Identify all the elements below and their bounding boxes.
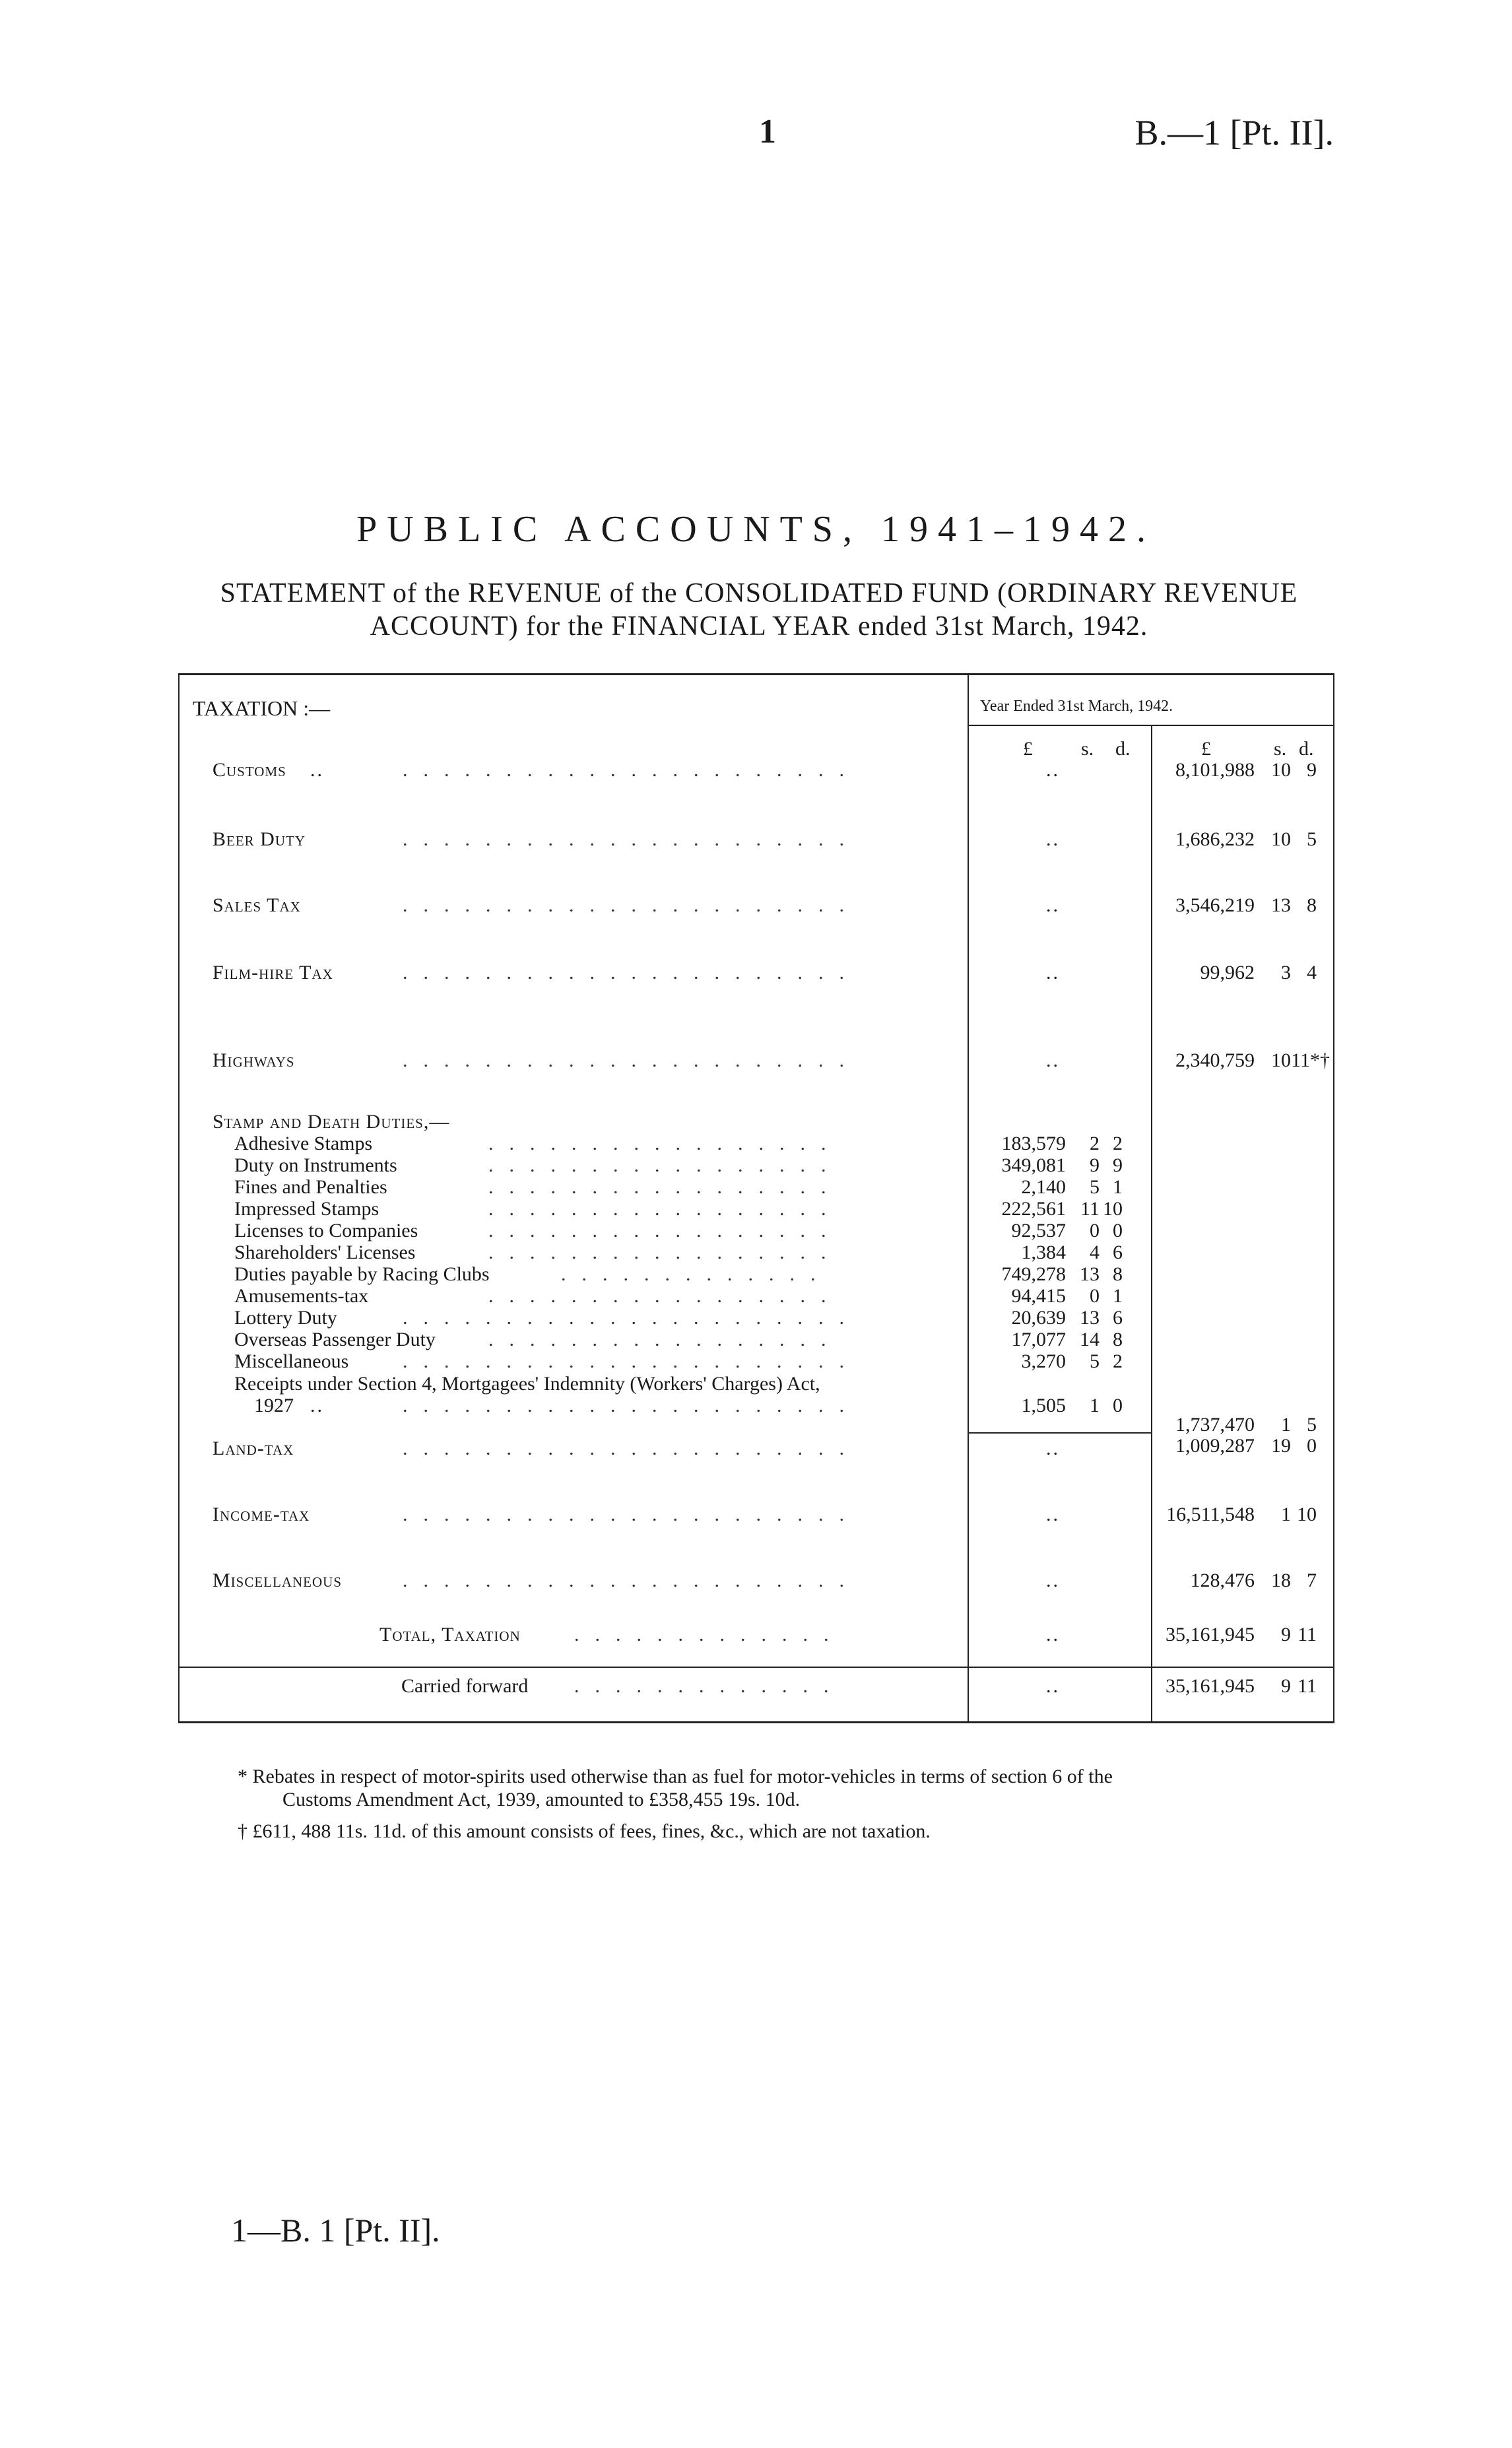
stamp-pounds: 92,537 [1011, 1220, 1066, 1241]
amount-pounds: 16,511,548 [1166, 1504, 1255, 1525]
stamp-shillings: 13 [1080, 1263, 1100, 1285]
inner-empty-dots: .. [1046, 894, 1060, 916]
stamp-pence: 6 [1113, 1307, 1123, 1329]
stamp-shillings: 14 [1080, 1329, 1100, 1350]
bottom-reference: 1—B. 1 [Pt. II]. [231, 2212, 440, 2249]
carried-pounds: 35,161,945 [1166, 1675, 1255, 1697]
stamp-shillings: 2 [1090, 1133, 1100, 1154]
stamp-pence: 2 [1113, 1133, 1123, 1154]
stamp-label: Duty on Instruments [234, 1154, 397, 1176]
amount-pounds: 2,340,759 [1175, 1049, 1255, 1071]
row-label: Film-hire Tax [213, 962, 333, 983]
page-number: 1 [759, 113, 776, 150]
stamp-label: Miscellaneous [234, 1350, 349, 1372]
outer-pound-header: £ [1201, 738, 1211, 760]
amount-pence: 5 [1307, 828, 1317, 850]
inner-empty-dots: .. [1046, 1438, 1060, 1459]
inner-empty-dots: .. [1046, 1624, 1060, 1645]
inner-empty-dots: .. [1046, 962, 1060, 983]
statement-heading-line1: STATEMENT of the REVENUE of the CONSOLIDATED FUND (ORDINARY REVENUE [220, 578, 1298, 609]
amount-pence: 10 [1297, 1504, 1317, 1525]
stamp-pence: 6 [1113, 1241, 1123, 1263]
stamp-shillings: 1 [1090, 1395, 1100, 1416]
outer-pence-header: d. [1299, 738, 1314, 760]
column-divider-main [968, 673, 969, 1723]
inner-pound-header: £ [1023, 738, 1033, 760]
stamp-label: Duties payable by Racing Clubs [234, 1263, 490, 1285]
stamp-label: Amusements-tax [234, 1285, 369, 1307]
amount-pounds: 1,009,287 [1175, 1435, 1255, 1457]
leader-dots: .. [310, 759, 324, 781]
total-pence: 11 [1298, 1624, 1317, 1645]
inner-empty-dots: .. [1046, 1504, 1060, 1525]
inner-shillings-header: s. [1081, 738, 1094, 760]
amount-shillings: 1 [1281, 1504, 1291, 1525]
leader-dots: ...................... [403, 1049, 860, 1071]
leader-dots: ...................... [403, 1307, 860, 1329]
amount-pence: 11*† [1291, 1049, 1330, 1071]
amount-pence: 0 [1307, 1435, 1317, 1457]
table-top-rule [178, 673, 1334, 675]
amount-pounds: 8,101,988 [1175, 759, 1255, 781]
stamp-shillings: 0 [1090, 1220, 1100, 1241]
amount-pounds: 3,546,219 [1175, 894, 1255, 916]
amount-shillings: 13 [1271, 894, 1291, 916]
leader-dots: ...................... [403, 894, 860, 916]
leader-dots: ................. [488, 1133, 842, 1154]
inner-empty-dots: .. [1046, 828, 1060, 850]
carried-pence: 11 [1298, 1675, 1317, 1697]
footnote-star-line1: * Rebates in respect of motor-spirits used otherwise than as fuel for motor-vehicles in terms of section 6 of the [238, 1766, 1113, 1787]
row-label: Beer Duty [213, 828, 306, 850]
outer-shillings-header: s. [1274, 738, 1287, 760]
footnote-star-line2: Customs Amendment Act, 1939, amounted to £358,455 19s. 10d. [282, 1789, 801, 1810]
carried-forward-label: Carried forward [401, 1675, 529, 1697]
stamp-pounds: 94,415 [1011, 1285, 1066, 1307]
footnote-dagger: † £611, 488 11s. 11d. of this amount consists of fees, fines, &c., which are not taxation. [238, 1820, 931, 1842]
amount-shillings: 3 [1281, 962, 1291, 983]
leader-dots: ...................... [403, 1395, 860, 1416]
stamp-shillings: 5 [1090, 1176, 1100, 1198]
leader-dots: ............. [561, 1263, 832, 1285]
table-left-rule [178, 673, 180, 1723]
stamp-label: Licenses to Companies [234, 1220, 418, 1241]
stamp-pounds: 349,081 [1001, 1154, 1066, 1176]
total-shillings: 9 [1281, 1624, 1291, 1645]
total-rule [178, 1667, 1334, 1668]
stamp-pounds: 1,505 [1021, 1395, 1066, 1416]
stamp-pounds: 17,077 [1011, 1329, 1066, 1350]
stamp-pence: 10 [1103, 1198, 1123, 1220]
table-right-rule [1333, 673, 1334, 1723]
leader-dots: ...................... [403, 1504, 860, 1525]
document-reference: B.—1 [Pt. II]. [1134, 113, 1334, 152]
stamp-pounds: 1,384 [1021, 1241, 1066, 1263]
amount-pence: 7 [1307, 1570, 1317, 1591]
receipts-label-line2: 1927 [254, 1395, 294, 1416]
stamp-total-shillings: 1 [1281, 1414, 1291, 1436]
row-label: Customs [213, 759, 286, 781]
stamp-pounds: 222,561 [1001, 1198, 1066, 1220]
inner-empty-dots: .. [1046, 1675, 1060, 1697]
leader-dots: ...................... [403, 962, 860, 983]
year-ended-heading: Year Ended 31st March, 1942. [980, 698, 1173, 715]
leader-dots: ................. [488, 1241, 842, 1263]
leader-dots: ...................... [403, 1570, 860, 1591]
amount-pence: 8 [1307, 894, 1317, 916]
stamp-pence: 0 [1113, 1395, 1123, 1416]
leader-dots: ................. [488, 1154, 842, 1176]
total-pounds: 35,161,945 [1166, 1624, 1255, 1645]
stamp-shillings: 0 [1090, 1285, 1100, 1307]
leader-dots: ................. [488, 1220, 842, 1241]
stamp-label: Lottery Duty [234, 1307, 337, 1329]
header-rule [968, 725, 1334, 726]
leader-dots: ................. [488, 1329, 842, 1350]
stamp-pounds: 749,278 [1001, 1263, 1066, 1285]
stamp-pence: 8 [1113, 1329, 1123, 1350]
amount-pence: 9 [1307, 759, 1317, 781]
stamp-label: Shareholders' Licenses [234, 1241, 416, 1263]
inner-pence-header: d. [1115, 738, 1131, 760]
stamp-shillings: 11 [1080, 1198, 1100, 1220]
inner-empty-dots: .. [1046, 759, 1060, 781]
stamp-shillings: 4 [1090, 1241, 1100, 1263]
row-label: Land-tax [213, 1438, 294, 1459]
page-title: PUBLIC ACCOUNTS, 1941–1942. [356, 509, 1156, 550]
inner-empty-dots: .. [1046, 1049, 1060, 1071]
total-taxation-label: Total, Taxation [379, 1624, 521, 1645]
stamp-pounds: 3,270 [1021, 1350, 1066, 1372]
leader-dots: ................. [488, 1285, 842, 1307]
stamp-label: Fines and Penalties [234, 1176, 387, 1198]
amount-pence: 4 [1307, 962, 1317, 983]
leader-dots: ...................... [403, 1350, 860, 1372]
stamp-subtotal-rule [968, 1432, 1151, 1434]
amount-pounds: 128,476 [1190, 1570, 1255, 1591]
leader-dots: .. [310, 1395, 324, 1416]
stamp-shillings: 13 [1080, 1307, 1100, 1329]
amount-shillings: 10 [1271, 1049, 1291, 1071]
statement-heading-line2: ACCOUNT) for the FINANCIAL YEAR ended 31st March, 1942. [370, 611, 1148, 642]
stamp-pounds: 2,140 [1021, 1176, 1066, 1198]
amount-shillings: 18 [1271, 1570, 1291, 1591]
stamp-pence: 1 [1113, 1285, 1123, 1307]
leader-dots: ............. [574, 1624, 845, 1645]
inner-empty-dots: .. [1046, 1570, 1060, 1591]
amount-pounds: 99,962 [1200, 962, 1255, 983]
stamp-pence: 8 [1113, 1263, 1123, 1285]
amount-shillings: 10 [1271, 828, 1291, 850]
row-label: Highways [213, 1049, 295, 1071]
leader-dots: ................. [488, 1176, 842, 1198]
amount-pounds: 1,686,232 [1175, 828, 1255, 850]
stamp-label: Impressed Stamps [234, 1198, 379, 1220]
stamp-pence: 2 [1113, 1350, 1123, 1372]
stamp-pounds: 20,639 [1011, 1307, 1066, 1329]
stamp-pence: 1 [1113, 1176, 1123, 1198]
row-label: Sales Tax [213, 894, 301, 916]
taxation-heading: TAXATION :— [193, 696, 331, 720]
leader-dots: ...................... [403, 759, 860, 781]
amount-shillings: 10 [1271, 759, 1291, 781]
stamp-total-pounds: 1,737,470 [1175, 1414, 1255, 1436]
receipts-label-line1: Receipts under Section 4, Mortgagees' Indemnity (Workers' Charges) Act, [234, 1373, 820, 1395]
leader-dots: ...................... [403, 828, 860, 850]
stamp-label: Overseas Passenger Duty [234, 1329, 436, 1350]
stamp-shillings: 5 [1090, 1350, 1100, 1372]
stamp-pence: 9 [1113, 1154, 1123, 1176]
leader-dots: ............. [574, 1675, 845, 1697]
row-label: Miscellaneous [213, 1570, 343, 1591]
leader-dots: ...................... [403, 1438, 860, 1459]
row-label: Income-tax [213, 1504, 310, 1525]
amount-shillings: 19 [1271, 1435, 1291, 1457]
stamp-shillings: 9 [1090, 1154, 1100, 1176]
stamp-duties-heading: Stamp and Death Duties,— [213, 1111, 450, 1133]
column-divider-amounts [1151, 725, 1152, 1723]
carried-shillings: 9 [1281, 1675, 1291, 1697]
stamp-pence: 0 [1113, 1220, 1123, 1241]
stamp-pounds: 183,579 [1001, 1133, 1066, 1154]
stamp-total-pence: 5 [1307, 1414, 1317, 1436]
leader-dots: ................. [488, 1198, 842, 1220]
stamp-label: Adhesive Stamps [234, 1133, 373, 1154]
bottom-rule [178, 1721, 1334, 1723]
